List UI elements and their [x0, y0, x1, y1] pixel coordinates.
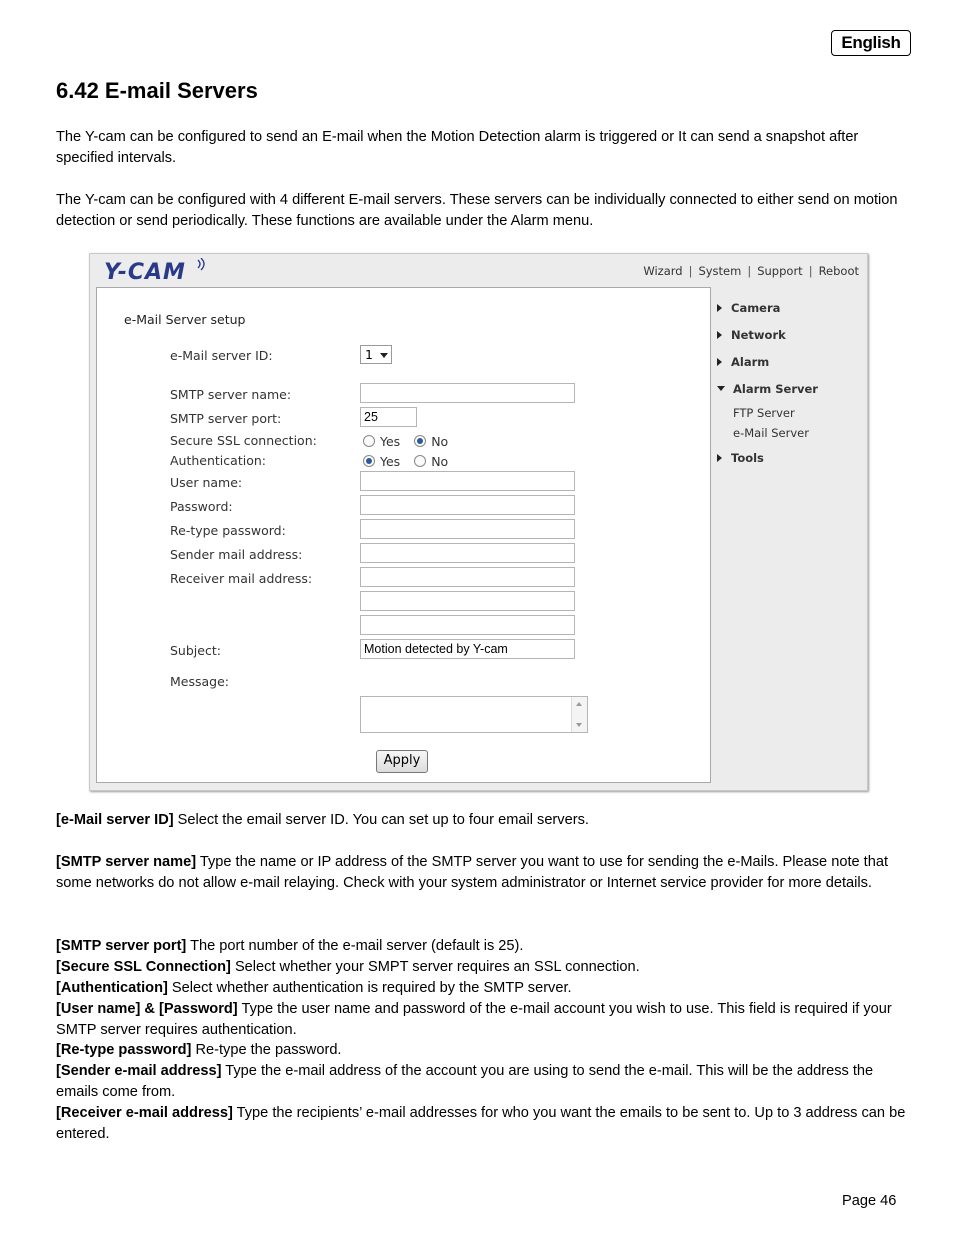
auth-label: Authentication: — [170, 453, 266, 468]
sidebar-item-camera[interactable]: Camera — [717, 301, 780, 315]
panel-title: e-Mail Server setup — [124, 312, 246, 327]
nav-reboot[interactable]: Reboot — [818, 264, 859, 278]
desc-authentication: [Authentication] Select whether authentication is required by the SMTP server. — [56, 980, 572, 996]
nav-system[interactable]: System — [698, 264, 742, 278]
receiver-input-1[interactable] — [360, 567, 575, 587]
smtp-port-label: SMTP server port: — [170, 411, 282, 426]
apply-button[interactable]: Apply — [376, 750, 428, 773]
intro-paragraph-2: The Y-cam can be configured with 4 different E-mail servers. These servers can be individually connected to either send on motion detection or send periodically. These functions are available under the Alarm menu. — [56, 192, 898, 229]
desc-ssl: [Secure SSL Connection] Select whether your SMPT server requires an SSL connection. — [56, 959, 640, 975]
desc-receiver: [Receiver e-mail address] Type the recipients’ e-mail addresses for who you want the emails to be sent to. Up to 3 address can be entered. — [56, 1105, 906, 1142]
ssl-no-label: No — [431, 434, 449, 449]
desc-smtp-port: [SMTP server port] The port number of the e-mail server (default is 25). — [56, 938, 524, 954]
sidebar-item-network[interactable]: Network — [717, 328, 786, 342]
message-label: Message: — [170, 674, 229, 689]
desc-retype: [Re-type password] Re-type the password. — [56, 1042, 342, 1058]
scroll-up-icon — [576, 702, 582, 706]
nav-support[interactable]: Support — [757, 264, 803, 278]
auth-yes-radio[interactable] — [363, 455, 375, 467]
intro-paragraph-1: The Y-cam can be configured to send an E-mail when the Motion Detection alarm is triggered or It can send a snapshot after specified intervals. — [56, 129, 859, 166]
section-heading: 6.42 E-mail Servers — [56, 78, 258, 103]
settings-panel — [96, 287, 711, 783]
scrollbar[interactable] — [571, 697, 587, 732]
scroll-down-icon — [576, 723, 582, 727]
ycam-logo: Y-CAM — [104, 260, 186, 285]
user-input[interactable] — [360, 471, 575, 491]
receiver-input-3[interactable] — [360, 615, 575, 635]
nav-wizard[interactable]: Wizard — [643, 264, 683, 278]
auth-no-radio[interactable] — [414, 455, 426, 467]
sidebar-subitem-ftp-server[interactable]: FTP Server — [733, 406, 795, 420]
desc-user-password: [User name] & [Password] Type the user name and password of the e-mail account you wish to use. This field is required if your SMTP server requires authentication. — [56, 1001, 892, 1038]
ssl-yes-radio[interactable] — [363, 435, 375, 447]
sender-label: Sender mail address: — [170, 547, 303, 562]
smtp-port-input[interactable]: 25 — [360, 407, 417, 427]
server-id-select[interactable]: 1 — [360, 345, 392, 364]
desc-sender: [Sender e-mail address] Type the e-mail address of the account you are using to send the e-mail. This will be the address the emails come from. — [56, 1063, 874, 1100]
chevron-right-icon — [717, 331, 722, 339]
retype-label: Re-type password: — [170, 523, 286, 538]
subject-input[interactable]: Motion detected by Y-cam — [360, 639, 575, 659]
chevron-right-icon — [717, 304, 722, 312]
sidebar-item-tools[interactable]: Tools — [717, 451, 764, 465]
page-number: Page 46 — [842, 1193, 897, 1209]
sender-input[interactable] — [360, 543, 575, 563]
desc-smtp-name: [SMTP server name] Type the name or IP address of the SMTP server you want to use for sending the e-Mails. Please note that some networks do not allow e-mail relaying. Check with your system administrator or Internet service provider for more details. — [56, 854, 889, 891]
chevron-right-icon — [717, 454, 722, 462]
receiver-input-2[interactable] — [360, 591, 575, 611]
user-label: User name: — [170, 475, 243, 490]
retype-input[interactable] — [360, 519, 575, 539]
top-navigation: Wizard | System | Support | Reboot — [643, 264, 859, 278]
ssl-yes-label: Yes — [380, 434, 401, 449]
server-id-label: e-Mail server ID: — [170, 348, 273, 363]
chevron-down-icon — [380, 353, 388, 358]
sidebar-subitem-email-server[interactable]: e-Mail Server — [733, 426, 809, 440]
password-label: Password: — [170, 499, 233, 514]
sidebar-item-alarm[interactable]: Alarm — [717, 355, 769, 369]
message-textarea[interactable] — [360, 696, 588, 733]
subject-label: Subject: — [170, 643, 221, 658]
email-server-screenshot — [89, 253, 868, 791]
password-input[interactable] — [360, 495, 575, 515]
auth-no-label: No — [431, 454, 449, 469]
ssl-radio-group — [363, 434, 462, 449]
ssl-label: Secure SSL connection: — [170, 433, 317, 448]
chevron-down-icon — [717, 386, 725, 391]
smtp-name-label: SMTP server name: — [170, 387, 292, 402]
language-badge: English — [831, 30, 911, 56]
receiver-label: Receiver mail address: — [170, 571, 313, 586]
auth-yes-label: Yes — [380, 454, 401, 469]
ssl-no-radio[interactable] — [414, 435, 426, 447]
auth-radio-group — [363, 454, 462, 469]
sidebar-item-alarm-server[interactable]: Alarm Server — [717, 382, 818, 396]
chevron-right-icon — [717, 358, 722, 366]
wireless-waves-icon — [196, 258, 210, 272]
smtp-name-input[interactable] — [360, 383, 575, 403]
desc-server-id: [e-Mail server ID] Select the email server ID. You can set up to four email servers. — [56, 812, 589, 828]
